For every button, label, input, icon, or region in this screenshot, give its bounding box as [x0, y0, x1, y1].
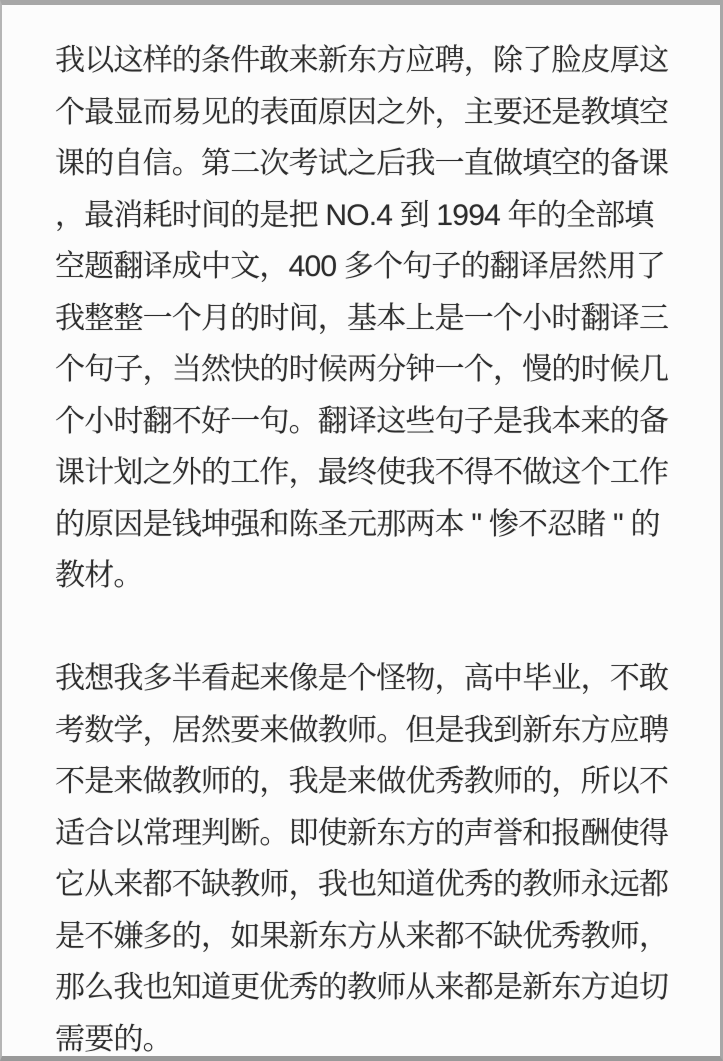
text-line: 教材。 [55, 559, 143, 592]
text-line: 那么我也知道更优秀的教师从来都是新东方迫切 [55, 971, 669, 1004]
text-line: 空题翻译成中文，400 多个句子的翻译居然用了 [55, 250, 665, 283]
text-line: 适合以常理判断。即使新东方的声誉和报酬使得 [55, 816, 669, 850]
text-line: 它从来都不缺教师，我也知道优秀的教师永远都 [55, 868, 669, 901]
text-line: 个最显而易见的表面原因之外，主要还是教填空 [55, 95, 669, 129]
text-line: 个小时翻不好一句。翻译这些句子是我本来的备 [55, 404, 669, 438]
text-line: 个句子，当然快的时候两分钟一个，慢的时候几 [55, 353, 669, 386]
paragraph [55, 35, 670, 602]
text-line: 课计划之外的工作，最终使我不得不做这个工作 [55, 456, 669, 489]
article-content [2, 5, 720, 1061]
text-line: 不是来做教师的，我是来做优秀教师的，所以不 [55, 765, 669, 798]
text-line: 课的自信。第二次考试之后我一直做填空的备课 [55, 147, 669, 180]
text-line: 需要的。 [55, 1022, 172, 1056]
text-line: 的原因是钱坤强和陈圣元那两本 " 惨不忍睹 " 的 [55, 507, 660, 541]
text-line: 我以这样的条件敢来新东方应聘，除了脸皮厚这 [55, 44, 669, 77]
text-line: 是不嫌多的，如果新东方从来都不缺优秀教师， [55, 919, 669, 953]
text-line: 考数学，居然要来做教师。但是我到新东方应聘 [55, 713, 669, 747]
text-line: ，最消耗时间的是把 NO.4 到 1994 年的全部填 [55, 198, 654, 232]
text-line: 我整整一个月的时间，基本上是一个小时翻译三 [55, 301, 669, 335]
paragraph [55, 653, 670, 1061]
text-line: 我想我多半看起来像是个怪物，高中毕业，不敢 [55, 662, 669, 695]
